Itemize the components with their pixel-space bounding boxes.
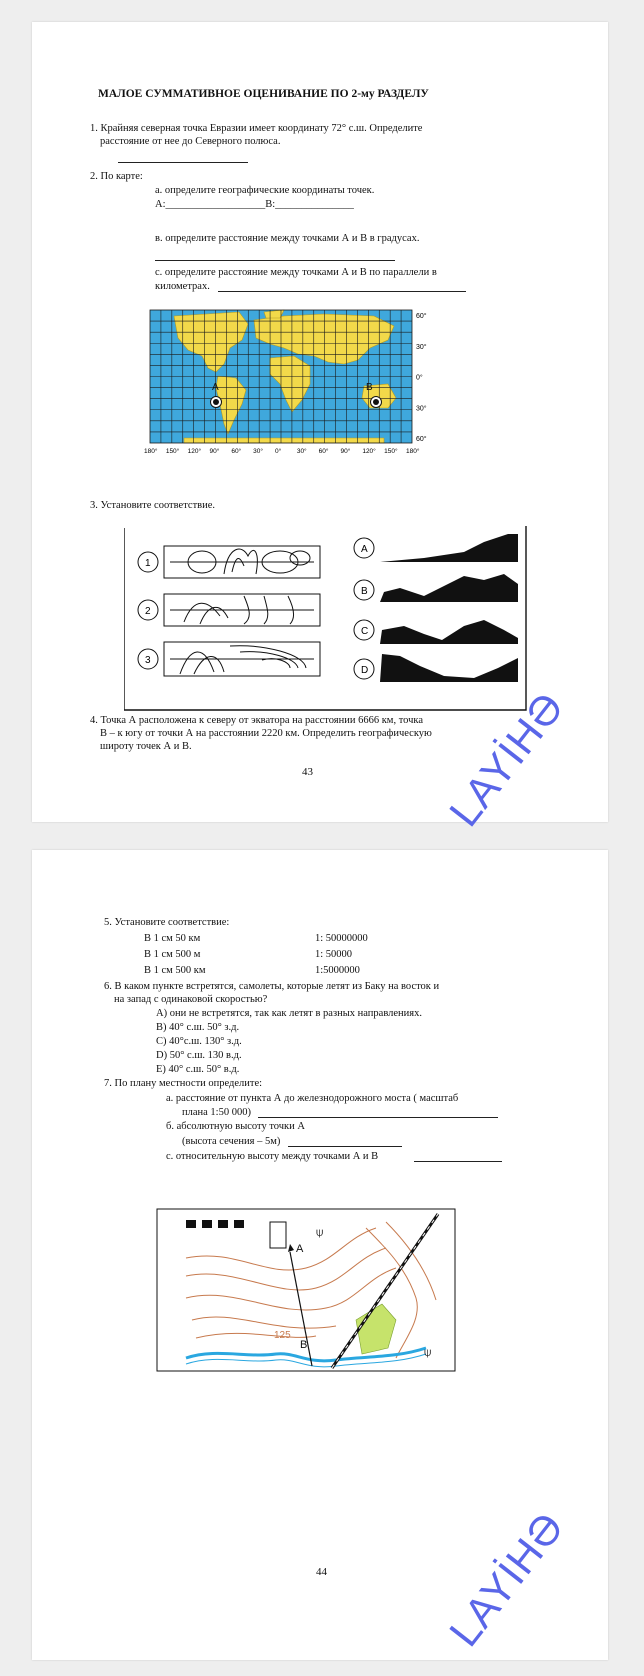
lon-label: 60° [318, 448, 329, 455]
profile-letter-a: A [361, 544, 368, 555]
lon-label: 120° [187, 448, 202, 455]
q6-option-c: С) 40°с.ш. 130° з.д. [156, 1036, 242, 1047]
q7-a-line1: а. расстояние от пункта А до железнодорожного моста ( масштаб [166, 1093, 459, 1104]
page-43 [32, 22, 608, 835]
q7-a-line2: плана 1:50 000) [182, 1107, 251, 1118]
q2-a: а. определите географические координаты точек. [155, 185, 375, 196]
q6-option-a: А) они не встретятся, так как летят в разных направлениях. [156, 1008, 422, 1019]
profile-number-2: 2 [145, 606, 151, 617]
profile-letter-d: D [361, 665, 369, 676]
lon-label: 150° [165, 448, 180, 455]
q4-line2: В – к югу от точки А на расстоянии 2220 км. Определить географическую [100, 728, 432, 739]
page-title: МАЛОЕ СУММАТИВНОЕ ОЦЕНИВАНИЕ ПО 2-му РАЗДЕЛУ [98, 88, 429, 100]
q6-option-e: Е) 40° с.ш. 50° в.д. [156, 1064, 240, 1075]
q4-line3: широту точек А и В. [100, 741, 192, 752]
q5-right-3: 1:5000000 [315, 965, 360, 976]
q2-a-fields: А:___________________В:_______________ [155, 199, 354, 210]
lat-label: 30° [416, 405, 427, 413]
page-number: 43 [302, 766, 313, 778]
answer-line-q7a [258, 1117, 498, 1118]
page-44 [32, 850, 608, 1660]
answer-line-q7b [288, 1146, 402, 1147]
lon-label: 180° [144, 448, 158, 455]
plan-point-b-label: B [300, 1339, 308, 1351]
q2-b: в. определите расстояние между точками А и В в градусах. [155, 233, 420, 244]
q7-head: 7. По плану местности определите: [104, 1078, 263, 1089]
lon-label: 150° [384, 448, 398, 455]
lon-label: 90° [209, 448, 220, 455]
q5-left-2: В 1 см 500 м [144, 949, 201, 960]
q5-left-3: В 1 см 500 км [144, 965, 206, 976]
world-map [144, 304, 444, 476]
profile-number-3: 3 [145, 655, 151, 666]
lon-label: 90° [340, 448, 351, 455]
lat-label: 30° [416, 343, 427, 351]
lat-label: 60° [416, 436, 427, 443]
q3-head: 3. Установите соответствие. [90, 500, 216, 511]
lon-label: 120° [362, 448, 376, 455]
lon-label: 30° [253, 448, 264, 455]
profile-letter-b: B [361, 586, 368, 597]
profile-letter-c: C [361, 626, 369, 637]
q5-right-1: 1: 50000000 [315, 933, 368, 944]
contour-label-125: 125 [274, 1330, 291, 1341]
lat-label: 60° [416, 313, 427, 320]
q2-c-line1: с. определите расстояние между точками А и В по параллели в [155, 267, 437, 278]
q7-b-line1: б. абсолютную высоту точки А [166, 1121, 305, 1132]
q1-line1: 1. Крайняя северная точка Евразии имеет координату 72° с.ш. Определите [90, 123, 423, 134]
answer-line-q7c [414, 1161, 502, 1162]
lon-label: 30° [296, 448, 307, 455]
q6-line2: на запад с одинаковой скоростью? [114, 994, 268, 1005]
lon-label: 60° [231, 448, 242, 455]
map-point-b-label: B [366, 382, 373, 393]
watermark: LAYİHƏ [440, 683, 574, 835]
svg-text:⍦: ⍦ [424, 1345, 432, 1359]
svg-text:⍦: ⍦ [316, 1225, 324, 1239]
answer-line-q2c [218, 291, 466, 292]
answer-line-q1 [118, 162, 248, 163]
q2-head: 2. По карте: [90, 171, 143, 182]
q6-option-d: D) 50° с.ш. 130 в.д. [156, 1050, 242, 1061]
q1-line2: расстояние от нее до Северного полюса. [100, 136, 281, 147]
q7-b-line2: (высота сечения – 5м) [182, 1136, 281, 1147]
q6-option-b: В) 40° с.ш. 50° з.д. [156, 1022, 240, 1033]
q5-left-1: В 1 см 50 км [144, 933, 201, 944]
q5-head: 5. Установите соответствие: [104, 917, 230, 928]
q2-c-line2: километрах. [155, 281, 210, 292]
plan-point-a-label: A [296, 1243, 304, 1255]
relief-matching-diagram [124, 526, 534, 712]
topographic-plan [156, 1208, 456, 1372]
watermark: LAYİHƏ [440, 1503, 574, 1655]
q4-line1: 4. Точка А расположена к северу от экватора на расстоянии 6666 км, точка [90, 715, 424, 726]
lat-label: 0° [416, 374, 423, 382]
q7-c: с. относительную высоту между точками А и В [166, 1151, 379, 1162]
profile-number-1: 1 [145, 558, 151, 569]
lon-label: 180° [406, 448, 420, 455]
lon-label: 0° [275, 448, 282, 455]
map-point-a-label: A [212, 382, 219, 393]
page-number: 44 [316, 1566, 327, 1578]
answer-line-q2b [155, 260, 395, 261]
q6-line1: 6. В каком пункте встретятся, самолеты, которые летят из Баку на восток и [104, 981, 440, 992]
q5-right-2: 1: 50000 [315, 949, 353, 960]
